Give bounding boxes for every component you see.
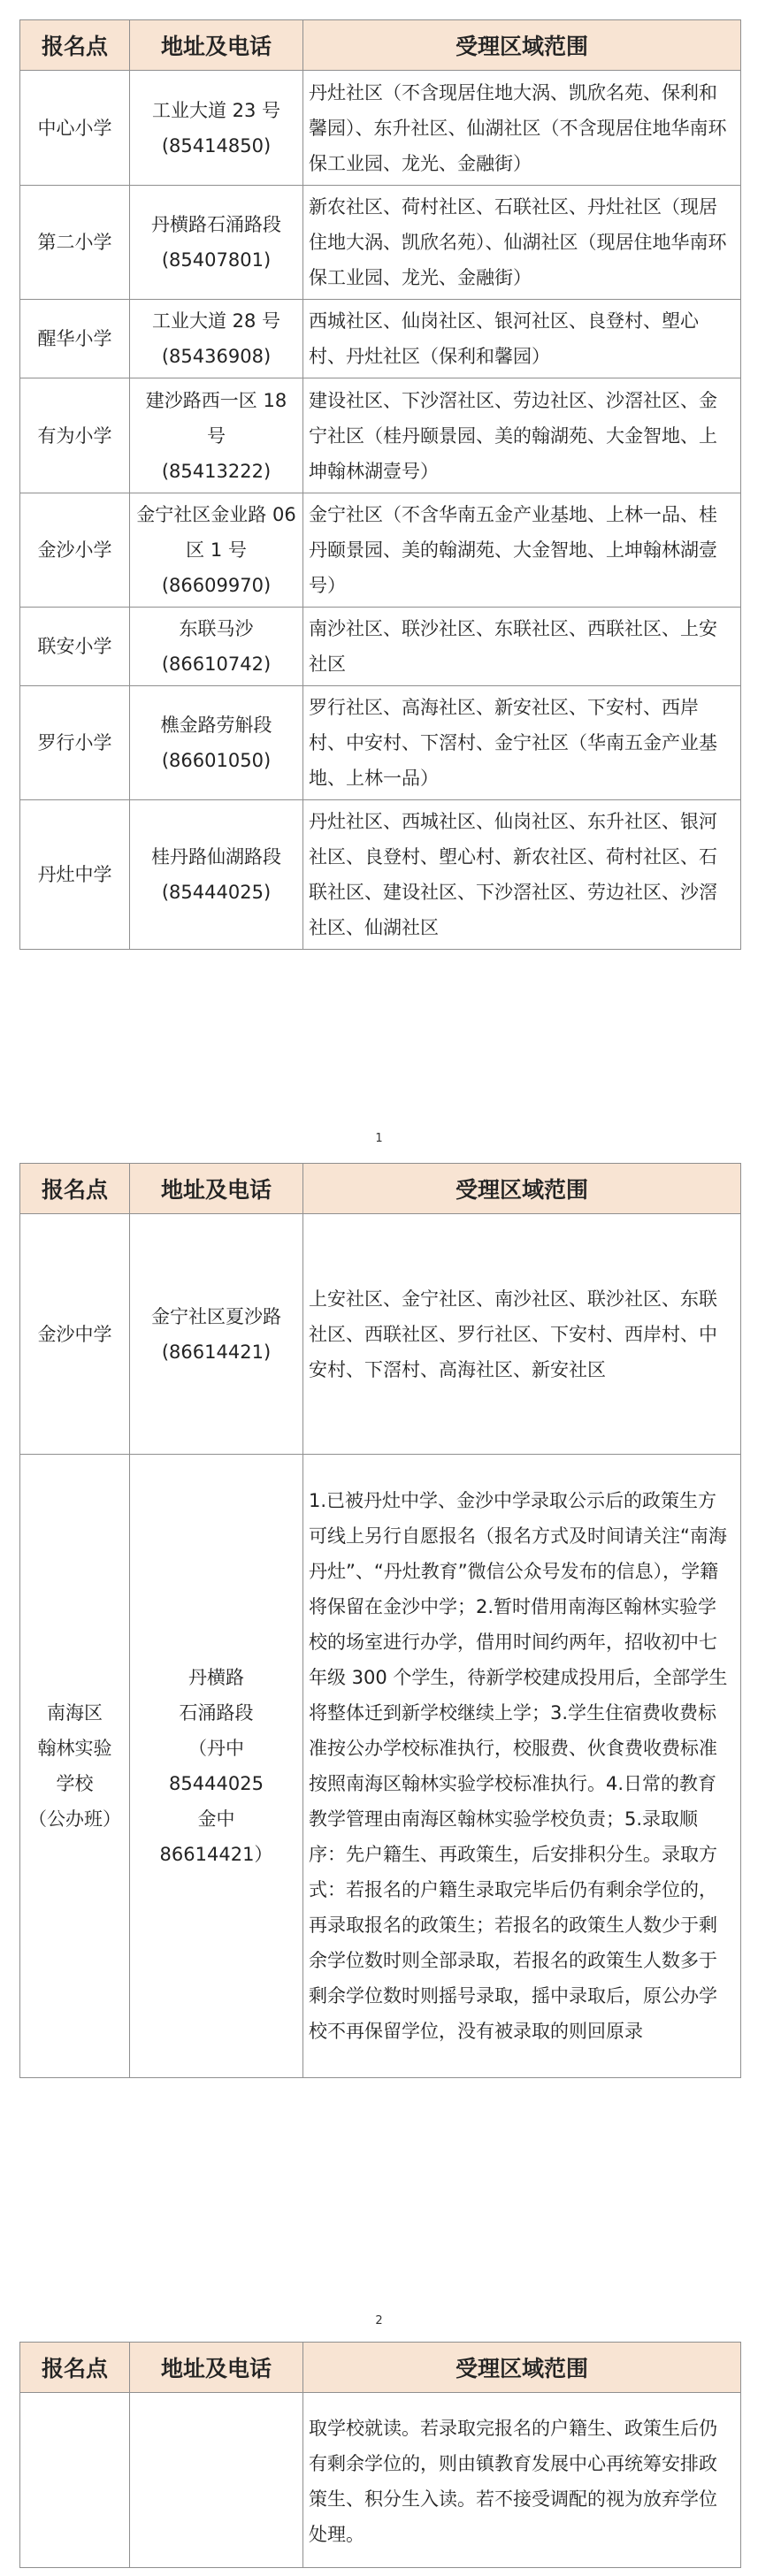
table-row <box>20 493 741 608</box>
site-line: 学校 <box>56 1773 94 1794</box>
address-phone-continued <box>130 2393 303 2568</box>
area-scope: 西城社区、仙岗社区、银河社区、良登村、塱心村、丹灶社区（保利和馨园） <box>303 300 741 378</box>
enrollment-table-page-2 <box>19 1163 741 2078</box>
table-row <box>20 686 741 800</box>
table-row <box>20 1214 741 1455</box>
phone: (86610742) <box>161 654 272 675</box>
header-row <box>20 1164 741 1214</box>
header-row <box>20 20 741 71</box>
address: 樵金路劳斛段 <box>160 715 272 736</box>
phone: (85436908) <box>161 346 272 367</box>
area-scope: 新农社区、荷村社区、石联社区、丹灶社区（现居住地大涡、凯欣名苑）、仙湖社区（现居住地华南环保工业园、龙光、金融街） <box>303 186 741 300</box>
address-phone <box>130 608 303 686</box>
policy-notes: 1.已被丹灶中学、金沙中学录取公示后的政策生方可线上另行自愿报名（报名方式及时间请关注“南海丹灶”、“丹灶教育”微信公众号发布的信息），学籍将保留在金沙中学；2.暂时借用南海区翰林实验学校的场室进行办学，借用时间约两年，招收初中七年级 300 个学生，待新学校建成投用后，全部学生将整体迁到新学校继续上学；3.学生住宿费收费标准按公办学校标准执行，校服费、伙食费收费标准按照南海区翰林实验学校标准执行。4.日常的教育教学管理由南海区翰林实验学校负责；5.录取顺序：先户籍生、再政策生，后安排积分生。录取方式：若报名的户籍生录取完毕后仍有剩余学位的，再录取报名的政策生；若报名的政策生人数少于剩余学位数时则全部录取，若报名的政策生人数多于剩余学位数时则摇号录取，摇中录取后，原公办学校不再保留学位，没有被录取的则回原录 <box>303 1455 741 2078</box>
table-row <box>20 300 741 378</box>
address-phone <box>130 686 303 800</box>
address-line: （丹中 <box>188 1738 244 1759</box>
enrollment-table-page-1 <box>19 19 741 950</box>
phone: (85414850) <box>161 134 272 157</box>
site-name: 金沙中学 <box>20 1214 130 1455</box>
header-address-phone: 地址及电话 <box>130 2343 303 2393</box>
address-phone <box>130 186 303 300</box>
phone: (86601050) <box>161 750 272 771</box>
address-line: 85444025 <box>169 1773 264 1794</box>
header-address-phone: 地址及电话 <box>130 20 303 71</box>
table-row <box>20 378 741 493</box>
address-phone <box>130 493 303 608</box>
address: 金宁社区夏沙路 <box>151 1305 281 1327</box>
page-number: 1 <box>375 1132 383 1145</box>
site-line: 南海区 <box>47 1702 103 1724</box>
header-area: 受理区域范围 <box>303 2343 741 2393</box>
area-scope: 罗行社区、高海社区、新安社区、下安村、西岸村、中安村、下滘村、金宁社区（华南五金产业基地、上林一品） <box>303 686 741 800</box>
address: 工业大道 28 号 <box>151 310 281 332</box>
address: 建沙路西一区 18 号 <box>145 389 287 447</box>
area-scope: 丹灶社区（不含现居住地大涡、凯欣名苑、保利和馨园）、东升社区、仙湖社区（不含现居住地华南环保工业园、龙光、金融街） <box>303 71 741 186</box>
phone: (85444025) <box>161 882 272 903</box>
site-name: 罗行小学 <box>20 686 130 800</box>
table-row <box>20 1455 741 2078</box>
table-row <box>20 71 741 186</box>
site-name: 金沙小学 <box>20 493 130 608</box>
address-phone <box>130 71 303 186</box>
address: 桂丹路仙湖路段 <box>151 846 281 868</box>
site-name: 第二小学 <box>20 186 130 300</box>
area-scope: 金宁社区（不含华南五金产业基地、上林一品、桂丹颐景园、美的翰湖苑、大金智地、上坤翰林湖壹号） <box>303 493 741 608</box>
address-line: 86614421） <box>159 1844 273 1865</box>
address-line: 丹横路 <box>188 1667 244 1688</box>
site-name-continued <box>20 2393 130 2568</box>
address-phone <box>130 800 303 950</box>
site-name: 联安小学 <box>20 608 130 686</box>
address-phone <box>130 1214 303 1455</box>
phone: (86614421) <box>161 1341 272 1363</box>
address: 东联马沙 <box>179 618 254 639</box>
address-line: 金中 <box>197 1808 235 1830</box>
enrollment-table-page-3 <box>19 2342 741 2568</box>
address: 丹横路石涌路段 <box>151 214 281 235</box>
site-name <box>20 1455 130 2078</box>
address-phone <box>130 378 303 493</box>
area-scope: 丹灶社区、西城社区、仙岗社区、东升社区、银河社区、良登村、塱心村、新农社区、荷村社区、石联社区、建设社区、下沙滘社区、劳边社区、沙滘社区、仙湖社区 <box>303 800 741 950</box>
header-row <box>20 2343 741 2393</box>
phone: (85413222) <box>161 460 272 482</box>
header-address-phone: 地址及电话 <box>130 1164 303 1214</box>
header-area: 受理区域范围 <box>303 20 741 71</box>
area-scope: 南沙社区、联沙社区、东联社区、西联社区、上安社区 <box>303 608 741 686</box>
area-scope: 建设社区、下沙滘社区、劳边社区、沙滘社区、金宁社区（桂丹颐景园、美的翰湖苑、大金智地、上坤翰林湖壹号） <box>303 378 741 493</box>
address: 金宁社区金业路 06 区 1 号 <box>136 504 296 561</box>
policy-notes-continued: 取学校就读。若录取完报名的户籍生、政策生后仍有剩余学位的，则由镇教育发展中心再统筹安排政策生、积分生入读。若不接受调配的视为放弃学位处理。 <box>303 2393 741 2568</box>
table-row <box>20 800 741 950</box>
header-site: 报名点 <box>20 1164 130 1214</box>
site-line: （公办班） <box>28 1808 121 1830</box>
header-area: 受理区域范围 <box>303 1164 741 1214</box>
area-scope: 上安社区、金宁社区、南沙社区、联沙社区、东联社区、西联社区、罗行社区、下安村、西岸村、中安村、下滘村、高海社区、新安社区 <box>303 1214 741 1455</box>
site-name: 丹灶中学 <box>20 800 130 950</box>
header-site: 报名点 <box>20 2343 130 2393</box>
phone: (86609970) <box>161 575 272 596</box>
page-number: 2 <box>375 2314 383 2328</box>
site-name: 醒华小学 <box>20 300 130 378</box>
address-line: 石涌路段 <box>179 1702 254 1724</box>
site-name: 中心小学 <box>20 71 130 186</box>
table-row <box>20 186 741 300</box>
header-site: 报名点 <box>20 20 130 71</box>
table-row <box>20 608 741 686</box>
site-name: 有为小学 <box>20 378 130 493</box>
phone: (85407801) <box>161 249 272 271</box>
address-phone <box>130 300 303 378</box>
site-line: 翰林实验 <box>37 1738 112 1759</box>
table-row <box>20 2393 741 2568</box>
address-phone <box>130 1455 303 2078</box>
address: 工业大道 23 号 <box>151 99 281 121</box>
